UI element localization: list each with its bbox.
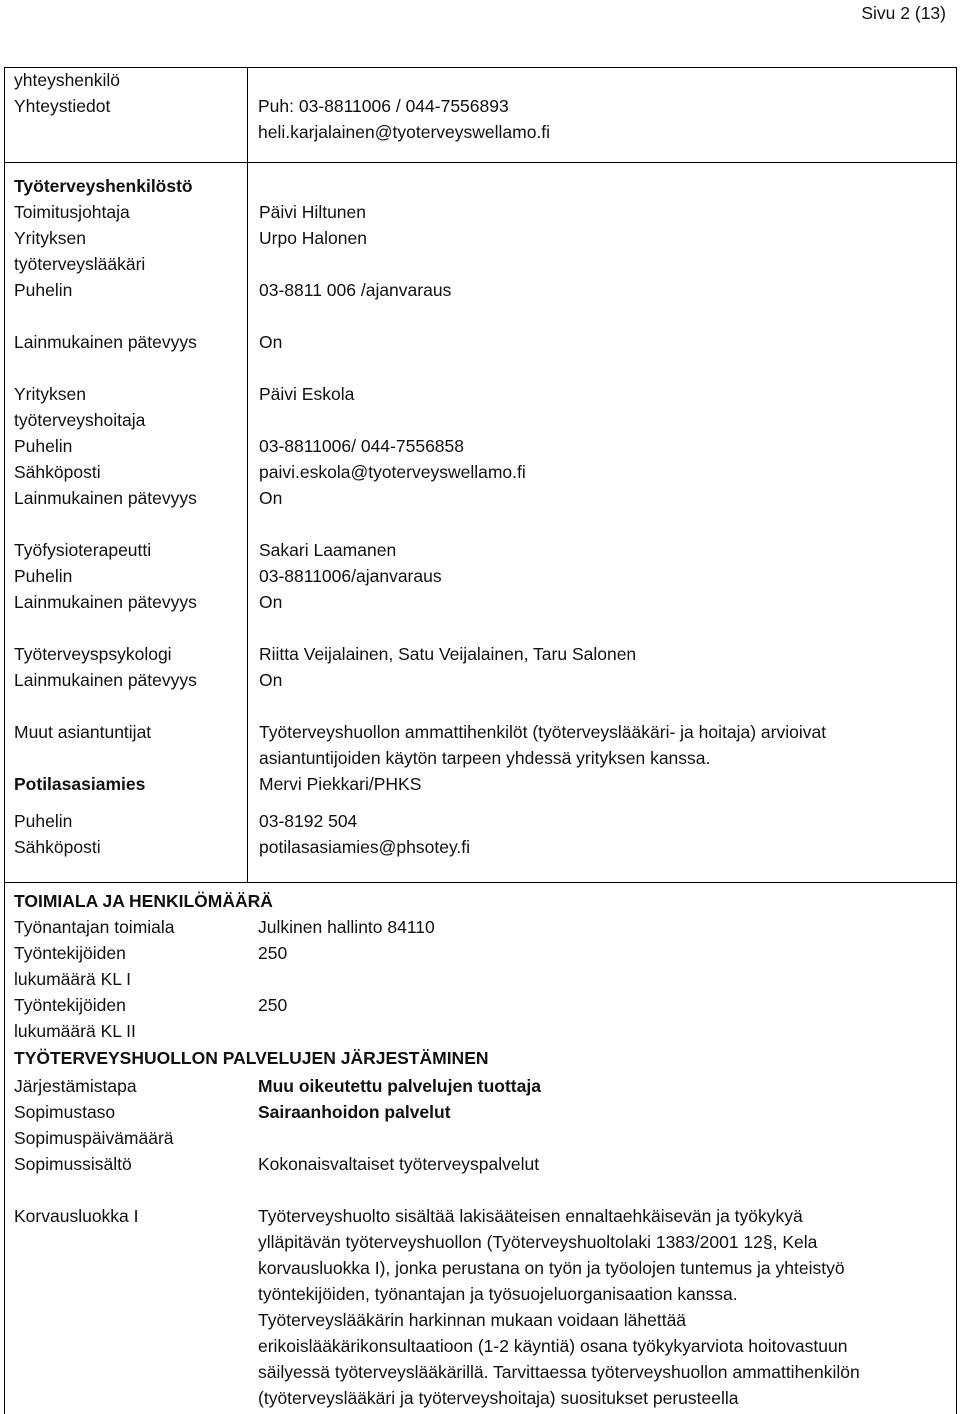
- nurse-email-label: Sähköposti: [14, 462, 101, 482]
- physio-qualification-value: On: [259, 592, 283, 612]
- contact-email[interactable]: heli.karjalainen@tyoterveyswellamo.fi: [258, 122, 551, 142]
- compensation-class-line: säilyessä työterveyslääkärillä. Tarvittaessa työterveyshuollon ammattihenkilön: [258, 1362, 860, 1382]
- compensation-class-line: Työterveyshuolto sisältää lakisääteisen ennaltaehkäisevän ja työkykyä: [258, 1206, 803, 1226]
- page-number: Sivu 2 (13): [861, 3, 946, 23]
- column-divider: [247, 67, 248, 882]
- table-top-border: [4, 67, 957, 68]
- physio-phone-label: Puhelin: [14, 566, 73, 586]
- doctor-qualification-value: On: [259, 332, 283, 352]
- staff-heading: Työterveyshenkilöstö: [14, 176, 193, 196]
- nurse-label: Yrityksen: [14, 384, 86, 404]
- ombudsman-email-label: Sähköposti: [14, 837, 101, 857]
- ombudsman-value: Mervi Piekkari/PHKS: [259, 774, 422, 794]
- arrangement-method-label: Järjestämistapa: [14, 1076, 137, 1096]
- table-right-border: [956, 67, 957, 1414]
- contract-content-value: Kokonaisvaltaiset työterveyspalvelut: [258, 1154, 540, 1174]
- experts-value-line1: Työterveyshuollon ammattihenkilöt (työterveyslääkäri- ja hoitaja) arvioivat: [259, 722, 827, 742]
- ombudsman-label: Potilasasiamies: [14, 774, 146, 794]
- ceo-value: Päivi Hiltunen: [259, 202, 366, 222]
- compensation-class-line: ylläpitävän työterveyshuollon (Työterveyshuoltolaki 1383/2001 12§, Kela: [258, 1232, 818, 1252]
- doctor-value: Urpo Halonen: [259, 228, 367, 248]
- contact-person-label: yhteyshenkilö: [14, 70, 121, 90]
- compensation-class-label: Korvausluokka I: [14, 1206, 139, 1226]
- psychologist-value: Riitta Veijalainen, Satu Veijalainen, Taru Salonen: [259, 644, 637, 664]
- experts-value-line2: asiantuntijoiden käytön tarpeen yhdessä yrityksen kanssa.: [259, 748, 711, 768]
- experts-label: Muut asiantuntijat: [14, 722, 152, 742]
- psychologist-qualification-value: On: [259, 670, 283, 690]
- sector-label: Työnantajan toimiala: [14, 917, 175, 937]
- row-divider-staff: [4, 882, 957, 883]
- employees-kl1-value: 250: [258, 943, 288, 963]
- doctor-label-line2: työterveyslääkäri: [14, 254, 146, 274]
- physio-value: Sakari Laamanen: [259, 540, 397, 560]
- physio-phone-value: 03-8811006/ajanvaraus: [259, 566, 442, 586]
- contract-content-label: Sopimussisältö: [14, 1154, 132, 1174]
- nurse-phone-value: 03-8811006/ 044-7556858: [259, 436, 465, 456]
- doctor-phone-label: Puhelin: [14, 280, 73, 300]
- compensation-class-line: erikoislääkärikonsultaatioon (1-2 käyntiä) osana työkykyarviota hoitovastuun: [258, 1336, 848, 1356]
- employees-kl1-label: Työntekijöiden: [14, 943, 126, 963]
- nurse-value: Päivi Eskola: [259, 384, 355, 404]
- nurse-phone-label: Puhelin: [14, 436, 73, 456]
- row-divider-contacts: [4, 162, 957, 163]
- contract-date-label: Sopimuspäivämäärä: [14, 1128, 174, 1148]
- nurse-email-value[interactable]: paivi.eskola@tyoterveyswellamo.fi: [259, 462, 526, 482]
- compensation-class-line: Työterveyslääkärin harkinnan mukaan voidaan lähettää: [258, 1310, 687, 1330]
- arrangement-method-value: Muu oikeutettu palvelujen tuottaja: [258, 1076, 541, 1096]
- contract-level-label: Sopimustaso: [14, 1102, 116, 1122]
- psychologist-qualification-label: Lainmukainen pätevyys: [14, 670, 197, 690]
- psychologist-label: Työterveyspsykologi: [14, 644, 172, 664]
- compensation-class-line: korvausluokka I), jonka perustana on työn ja työolojen tuntemus ja yhteistyö: [258, 1258, 845, 1278]
- employees-kl1-label-line2: lukumäärä KL I: [14, 969, 132, 989]
- doctor-phone-value: 03-8811 006 /ajanvaraus: [259, 280, 452, 300]
- nurse-qualification-label: Lainmukainen pätevyys: [14, 488, 197, 508]
- employees-kl2-label-line2: lukumäärä KL II: [14, 1021, 136, 1041]
- contract-level-value: Sairaanhoidon palvelut: [258, 1102, 451, 1122]
- compensation-class-line: työntekijöiden, työnantajan ja työsuojeluorganisaation kanssa.: [258, 1284, 738, 1304]
- contact-phone: Puh: 03-8811006 / 044-7556893: [258, 96, 509, 116]
- physio-qualification-label: Lainmukainen pätevyys: [14, 592, 197, 612]
- table-left-border: [4, 67, 5, 1414]
- services-heading: TYÖTERVEYSHUOLLON PALVELUJEN JÄRJESTÄMINEN: [14, 1048, 489, 1068]
- contact-info-label: Yhteystiedot: [14, 96, 111, 116]
- industry-heading: TOIMIALA JA HENKILÖMÄÄRÄ: [14, 891, 273, 911]
- compensation-class-line: (työterveyslääkäri ja työterveyshoitaja) suositukset perusteella: [258, 1388, 739, 1408]
- employees-kl2-label: Työntekijöiden: [14, 995, 126, 1015]
- physio-label: Työfysioterapeutti: [14, 540, 152, 560]
- sector-value: Julkinen hallinto 84110: [258, 917, 435, 937]
- employees-kl2-value: 250: [258, 995, 288, 1015]
- ombudsman-phone-value: 03-8192 504: [259, 811, 358, 831]
- nurse-label-line2: työterveyshoitaja: [14, 410, 146, 430]
- ombudsman-email-value[interactable]: potilasasiamies@phsotey.fi: [259, 837, 471, 857]
- doctor-qualification-label: Lainmukainen pätevyys: [14, 332, 197, 352]
- nurse-qualification-value: On: [259, 488, 283, 508]
- ceo-label: Toimitusjohtaja: [14, 202, 130, 222]
- ombudsman-phone-label: Puhelin: [14, 811, 73, 831]
- doctor-label: Yrityksen: [14, 228, 86, 248]
